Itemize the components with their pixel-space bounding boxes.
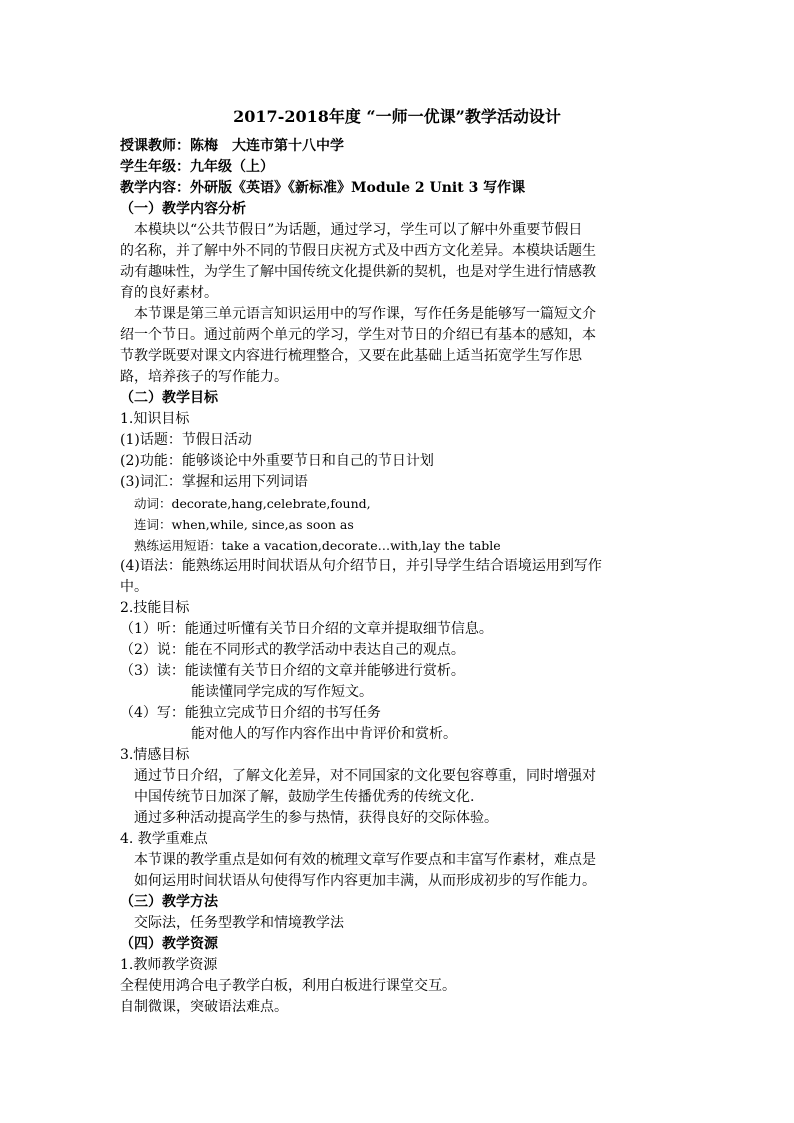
paragraph-line: 中国传统节日加深了解，鼓励学生传播优秀的传统文化. — [134, 789, 475, 805]
section-heading-analysis: （一）教学内容分析 — [120, 201, 246, 217]
paragraph-line: 育的良好素材。 — [120, 285, 218, 301]
list-item: 动词：decorate,hang,celebrate,found, — [134, 496, 371, 511]
section-heading-methods: （三）教学方法 — [120, 894, 218, 910]
paragraph-line: 通过多种活动提高学生的参与热情，获得良好的交际体验。 — [134, 810, 498, 826]
list-item: （3）读：能读懂有关节日介绍的文章并能够进行赏析。 — [120, 663, 465, 679]
section-heading-resources: （四）教学资源 — [120, 936, 218, 952]
list-item: 连词：when,while, since,as soon as — [134, 517, 354, 532]
paragraph-line: 绍一个节日。通过前两个单元的学习，学生对节日的介绍已有基本的感知，本 — [120, 327, 596, 343]
paragraph-line: 交际法，任务型教学和情境教学法 — [134, 915, 344, 931]
document-title: 2017-2018年度 “一师一优课”教学活动设计 — [233, 107, 561, 126]
paragraph-line: 路，培养孩子的写作能力。 — [120, 369, 288, 385]
section-heading-objectives: （二）教学目标 — [120, 390, 218, 406]
list-item: (1)话题：节假日活动 — [120, 432, 252, 448]
subheading-emotion: 3.情感目标 — [120, 747, 190, 763]
paragraph-line: 本节课的教学重点是如何有效的梳理文章写作要点和丰富写作素材，难点是 — [134, 852, 596, 868]
list-item: 能读懂同学完成的写作短文。 — [191, 684, 373, 700]
list-item: (4)语法：能熟练运用时间状语从句介绍节日，并引导学生结合语境运用到写作 — [120, 558, 602, 574]
list-item: 能对他人的写作内容作出中肯评价和赏析。 — [191, 726, 457, 742]
content-line: 教学内容：外研版《英语》《新标准》Module 2 Unit 3 写作课 — [120, 180, 526, 196]
grade-line: 学生年级：九年级（上） — [120, 159, 274, 175]
paragraph-line: 的名称，并了解中外不同的节假日庆祝方式及中西方文化差异。本模块话题生 — [120, 243, 596, 259]
list-item: (2)功能：能够谈论中外重要节日和自己的节日计划 — [120, 453, 434, 469]
list-item: （2）说：能在不同形式的教学活动中表达自己的观点。 — [120, 642, 465, 658]
subheading-key-points: 4. 教学重难点 — [120, 831, 208, 847]
teacher-line: 授课教师：陈梅 大连市第十八中学 — [120, 138, 344, 154]
list-item: (3)词汇：掌握和运用下列词语 — [120, 474, 308, 490]
paragraph-line: 全程使用鸿合电子教学白板，利用白板进行课堂交互。 — [120, 978, 456, 994]
subheading-skills: 2.技能目标 — [120, 600, 190, 616]
paragraph-line: 本节课是第三单元语言知识运用中的写作课，写作任务是能够写一篇短文介 — [134, 306, 596, 322]
paragraph-line: 如何运用时间状语从句使得写作内容更加丰满，从而形成初步的写作能力。 — [134, 873, 596, 889]
paragraph-line: 自制微课，突破语法难点。 — [120, 999, 288, 1015]
paragraph-line: 本模块以“公共节假日”为话题，通过学习，学生可以了解中外重要节假日 — [134, 222, 583, 238]
list-item: （4）写：能独立完成节日介绍的书写任务 — [120, 705, 381, 721]
paragraph-line: 节教学既要对课文内容进行梳理整合，又要在此基础上适当拓宽学生写作思 — [120, 348, 582, 364]
list-item: （1）听：能通过听懂有关节日介绍的文章并提取细节信息。 — [120, 621, 493, 637]
paragraph-line: 通过节日介绍，了解文化差异，对不同国家的文化要包容尊重，同时增强对 — [134, 768, 596, 784]
list-item: 中。 — [120, 579, 148, 595]
subheading-teacher-resources: 1.教师教学资源 — [120, 957, 218, 973]
subheading-knowledge: 1.知识目标 — [120, 411, 190, 427]
list-item: 熟练运用短语：take a vacation,decorate…with,lay the table — [134, 538, 501, 553]
paragraph-line: 动有趣味性，为学生了解中国传统文化提供新的契机，也是对学生进行情感教 — [120, 264, 596, 280]
